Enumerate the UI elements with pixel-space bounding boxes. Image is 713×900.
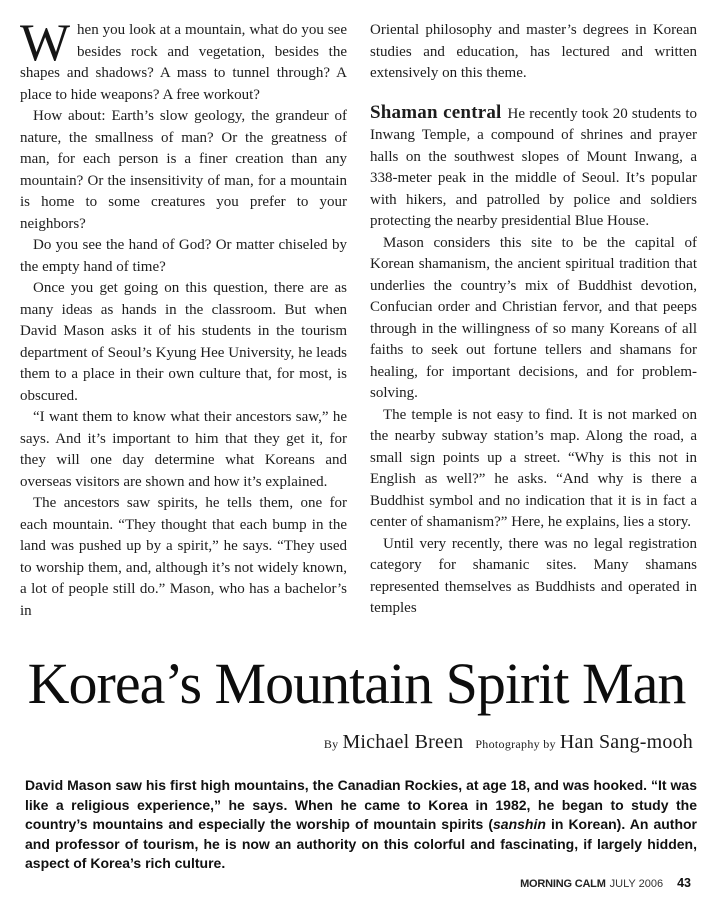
column-right: [370, 20, 697, 622]
photography-label: Photography by: [475, 737, 556, 751]
byline: [324, 731, 693, 754]
byline-photographer: Han Sang-mooh: [559, 731, 693, 753]
issue-date: JULY 2006: [609, 878, 664, 890]
byline-author: Michael Breen: [342, 731, 464, 753]
article-title: Korea’s Mountain Spirit Man: [27, 651, 686, 716]
paragraph-text: He recently took 20 students to Inwang Temple, a compound of shrines and prayer halls on the southwest slopes of Mount Inwang, a 338-meter peak in the middle of Seoul. It’s popular with hikers, and patrolled by police and soldiers protecting the nearby presidential Blue House.: [370, 105, 698, 229]
intro-paragraph: [25, 776, 697, 874]
paragraph: The temple is not easy to find. It is not marked on the nearby subway station’s map. Along the road, a small sign points up a street. “Why is this not in English as well?” he asks. “And why is there a Buddhist symbol and no indication that it is in fact a center of shamanism?” Here, he explains, lies a story.: [370, 406, 697, 530]
intro-text-start: David Mason saw his first high mountains, the Canadian Rockies, at age 18, and was hooked. “It was like a religious experience,” he says. When he came to Korea in 1982, he began to study the country’s mountains and especially the worship of mountain spirits (: [25, 777, 697, 832]
paragraph: How about: Earth’s slow geology, the grandeur of nature, the smallness of man? Or the greatness of man, for each person is a finer creation than any mountain? Or the insensitivity of man, for a mountain is home to some creatures you prefer to your neighbors?: [20, 108, 347, 232]
article-columns: [20, 14, 698, 622]
intro-italic-term: sanshin: [493, 816, 546, 832]
paragraph: Do you see the hand of God? Or matter chiseled by the empty hand of time?: [20, 237, 347, 275]
paragraph-text: hen you look at a mountain, what do you see besides rock and vegetation, besides the shapes and shadows? A mass to tunnel through? A place to hide weapons? A free workout?: [20, 22, 347, 103]
section-heading: Shaman central: [370, 101, 502, 123]
paragraph: The ancestors saw spirits, he tells them, one for each mountain. “They thought that each bump in the land was pushed up by a spirit,” he says. “They used to worship them, and, although it’s not widely known, a lot of people still do.” Mason, who has a bachelor’s in: [20, 495, 347, 619]
intro-text-end: in Korean). An author and professor of tourism, he is now an authority on this colorful and fascinating, if largely hidden, aspect of Korea’s rich culture.: [25, 816, 697, 871]
section-paragraph: [370, 102, 697, 233]
paragraph: “I want them to know what their ancestors saw,” he says. And it’s important to him that they get it, for they will one day determine what Koreans and overseas visitors are shown and how it’s explained.: [20, 409, 347, 490]
opening-paragraph: [20, 14, 347, 106]
paragraph: Once you get going on this question, there are as many ideas as hands in the classroom. But when David Mason asks it of his students in the tourism department of Seoul’s Kyung Hee University, he leads them to a place in their own culture that, for most, is obscured.: [20, 280, 347, 404]
paragraph: Mason considers this site to be the capital of Korean shamanism, the ancient spiritual tradition that underlies the country’s mix of Buddhist devotion, Confucian order and Christian fervor, and that peeps through in the willingness of so many Koreans of all faiths to seek out fortune tellers and shamans for healing, for important decisions, and for problem-solving.: [370, 234, 697, 401]
paragraph: Until very recently, there was no legal registration category for shamanic sites. Many shamans represented themselves as Buddhists and operated in temples: [370, 535, 697, 616]
page-footer: [520, 876, 691, 890]
continuation-paragraph: Oriental philosophy and master’s degrees in Korean studies and education, has lectured and written extensively on this theme.: [370, 22, 697, 81]
column-left: [20, 14, 347, 622]
page-number: 43: [677, 876, 691, 890]
by-label: By: [323, 737, 339, 751]
drop-cap: W: [20, 14, 71, 72]
magazine-name: MORNING CALM: [520, 878, 606, 890]
